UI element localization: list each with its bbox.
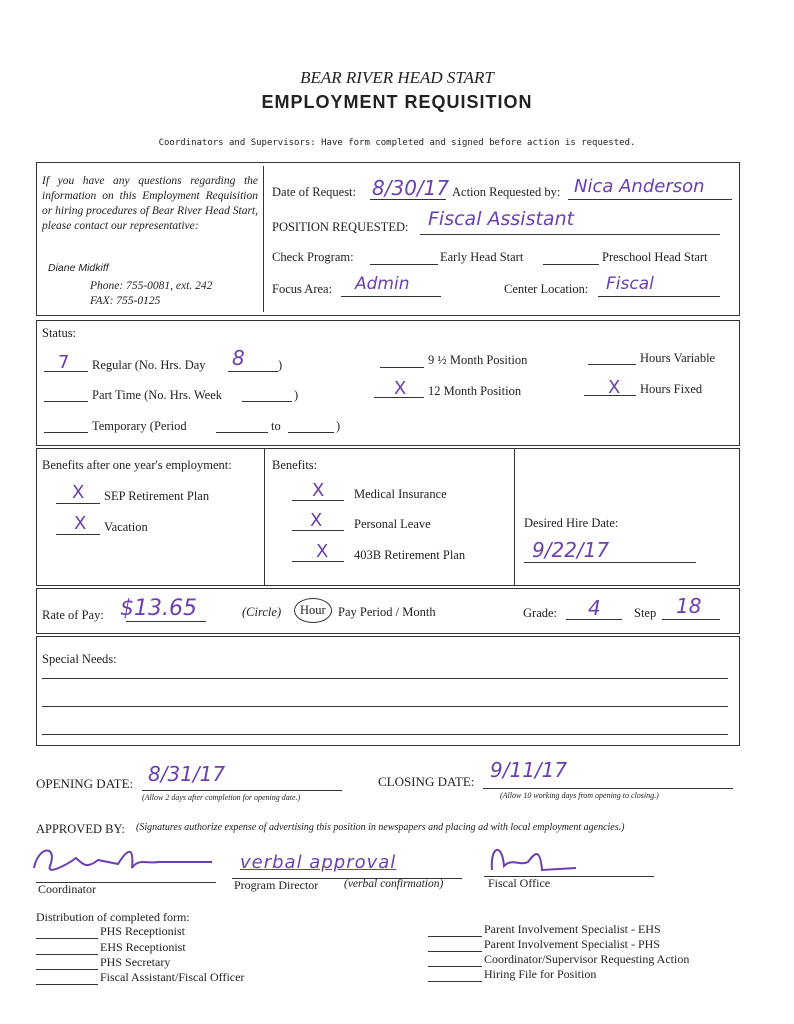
opening-date-label: OPENING DATE: (36, 776, 134, 791)
contact-name: Diane Midkiff (48, 262, 109, 274)
retirement-403b-mark: X (316, 541, 329, 562)
twelve-month-option[interactable]: 12 Month Position (428, 384, 522, 398)
director-verbal-approval: verbal approval (240, 852, 397, 873)
organization-name: BEAR RIVER HEAD START (300, 68, 494, 87)
dist-phs-receptionist[interactable]: PHS Receptionist (100, 924, 186, 938)
benefits-label: Benefits: (272, 458, 318, 472)
approval-note: (Signatures authorize expense of advertising this position in newspapers and placing ad with local employment agencies.) (136, 822, 625, 833)
early-head-start-option[interactable]: Early Head Start (440, 250, 524, 264)
opening-date-note: (Allow 2 days after completion for opening date.) (142, 793, 301, 802)
personal-leave-mark: X (310, 510, 323, 531)
program-director-note: (verbal confirmation) (344, 878, 444, 890)
status-label: Status: (42, 326, 77, 340)
sep-retirement-option[interactable]: SEP Retirement Plan (104, 489, 210, 503)
contact-phone: Phone: 755-0081, ext. 242 (90, 280, 213, 292)
personal-leave-option[interactable]: Personal Leave (354, 517, 431, 531)
desired-hire-date-value: 9/22/17 (532, 538, 610, 562)
coordinator-signature (28, 838, 218, 882)
regular-close: ) (278, 358, 283, 372)
benefits-after-label: Benefits after one year's employment: (42, 458, 232, 472)
fiscal-office-label: Fiscal Office (488, 876, 551, 890)
opening-date-value: 8/31/17 (148, 762, 226, 786)
dist-hiring-file[interactable]: Hiring File for Position (484, 967, 597, 981)
grade-label: Grade: (523, 606, 558, 620)
program-director-label: Program Director (234, 878, 319, 892)
special-needs-label: Special Needs: (42, 652, 117, 666)
vacation-mark: X (74, 513, 87, 534)
hour-option[interactable]: Hour (294, 598, 332, 623)
hours-variable-option[interactable]: Hours Variable (640, 351, 716, 365)
action-requested-label: Action Requested by: (452, 185, 561, 199)
medical-mark: X (312, 480, 325, 501)
dist-coordinator-supervisor[interactable]: Coordinator/Supervisor Requesting Action (484, 952, 690, 966)
special-needs-section (36, 636, 740, 746)
center-location-label: Center Location: (504, 282, 589, 296)
closing-date-value: 9/11/17 (490, 758, 568, 782)
regular-option[interactable]: Regular (No. Hrs. Day (92, 358, 206, 372)
temporary-to: to (271, 419, 281, 433)
coordinator-label: Coordinator (38, 882, 96, 896)
dist-ehs-receptionist[interactable]: EHS Receptionist (100, 940, 186, 954)
rate-of-pay-label: Rate of Pay: (42, 608, 104, 622)
vacation-option[interactable]: Vacation (104, 520, 148, 534)
temporary-option[interactable]: Temporary (Period (92, 419, 187, 433)
grade-value: 4 (588, 596, 601, 620)
pay-period-options[interactable]: Pay Period / Month (338, 605, 436, 619)
approved-by-label: APPROVED BY: (36, 822, 125, 836)
date-of-request-label: Date of Request: (272, 185, 357, 199)
instruction-text: Coordinators and Supervisors: Have form completed and signed before action is requested. (158, 138, 636, 148)
dist-fiscal-assistant[interactable]: Fiscal Assistant/Fiscal Officer (100, 970, 245, 984)
action-requested-value: Nica Anderson (574, 176, 705, 197)
hours-fixed-mark: X (608, 377, 621, 398)
position-requested-value: Fiscal Assistant (428, 208, 575, 230)
medical-insurance-option[interactable]: Medical Insurance (354, 487, 447, 501)
distribution-label: Distribution of completed form: (36, 910, 190, 924)
part-time-close: ) (294, 388, 299, 402)
rate-of-pay-value: $13.65 (120, 596, 197, 621)
regular-hours-value: 8 (232, 346, 245, 370)
step-value: 18 (676, 594, 702, 618)
fiscal-office-signature (484, 836, 584, 880)
temporary-close: ) (336, 419, 341, 433)
twelve-month-mark: X (394, 378, 407, 399)
circle-instruction: (Circle) (242, 605, 282, 619)
date-of-request-value: 8/30/17 (372, 176, 450, 200)
dist-parent-involvement-ehs[interactable]: Parent Involvement Specialist - EHS (484, 922, 661, 936)
focus-area-value: Admin (355, 274, 410, 294)
desired-hire-date-label: Desired Hire Date: (524, 516, 619, 530)
closing-date-label: CLOSING DATE: (378, 774, 475, 789)
preschool-head-start-option[interactable]: Preschool Head Start (602, 250, 708, 264)
contact-fax: FAX: 755-0125 (90, 295, 161, 307)
center-location-value: Fiscal (606, 274, 654, 294)
position-requested-label: POSITION REQUESTED: (272, 220, 409, 234)
step-label: Step (634, 606, 657, 620)
part-time-option[interactable]: Part Time (No. Hrs. Week (92, 388, 223, 402)
hours-fixed-option[interactable]: Hours Fixed (640, 382, 703, 396)
form-title: EMPLOYMENT REQUISITION (261, 92, 533, 112)
closing-date-note: (Allow 10 working days from opening to closing.) (500, 791, 659, 800)
retirement-403b-option[interactable]: 403B Retirement Plan (354, 548, 466, 562)
nine-half-month-option[interactable]: 9 ½ Month Position (428, 353, 528, 367)
contact-text: If you have any questions regarding the information on this Employment Requisition or hiring procedures of Bear River Head Start, please contact our representative: (42, 175, 258, 232)
check-program-label: Check Program: (272, 250, 354, 264)
regular-mark: 7 (58, 352, 70, 373)
sep-mark: X (72, 482, 85, 503)
dist-parent-involvement-phs[interactable]: Parent Involvement Specialist - PHS (484, 937, 660, 951)
dist-phs-secretary[interactable]: PHS Secretary (100, 955, 171, 969)
focus-area-label: Focus Area: (272, 282, 333, 296)
